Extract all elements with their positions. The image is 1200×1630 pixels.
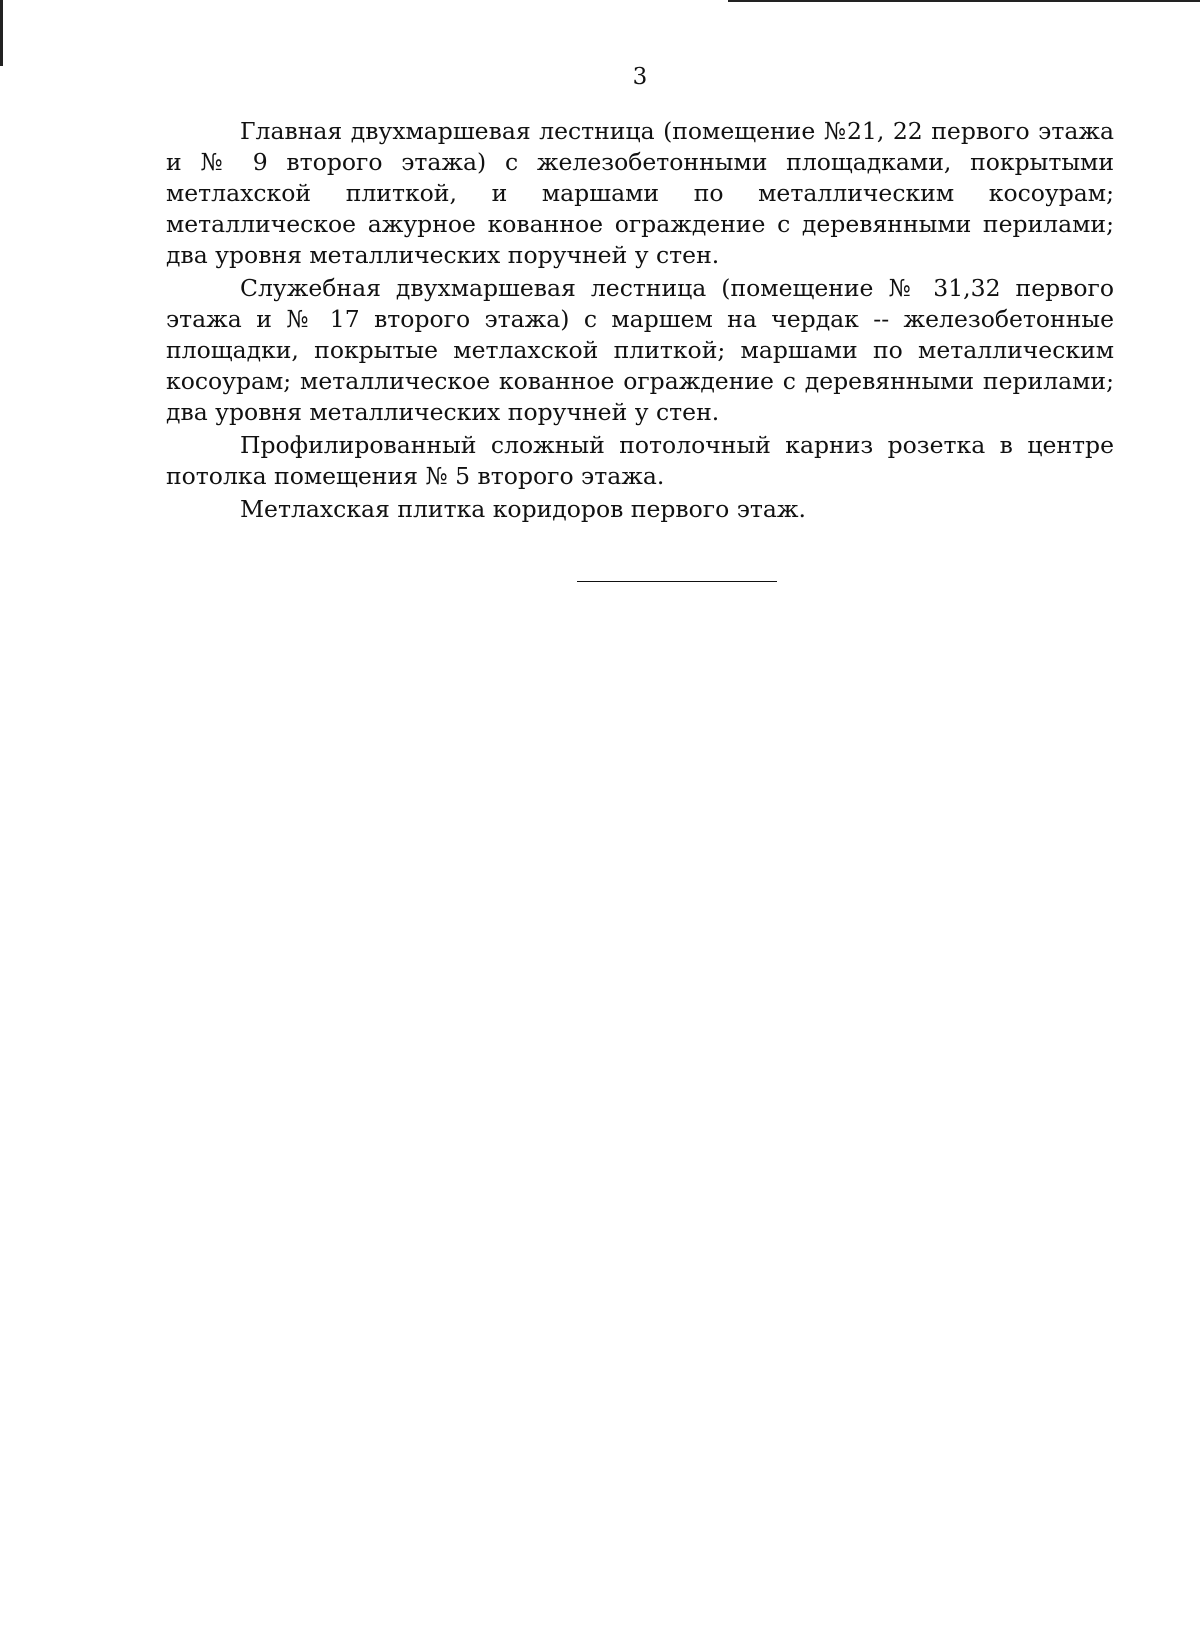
scan-edge-top <box>728 0 1200 2</box>
document-body <box>166 116 1114 527</box>
paragraph-ceiling-cornice: Профилированный сложный потолочный карниз розетка в центре потолка помещения № 5 второго этажа. <box>166 431 1114 490</box>
end-separator-line <box>577 581 777 582</box>
paragraph-service-staircase: Служебная двухмаршевая лестница (помещение № 31,32 первого этажа и № 17 второго этажа) с маршем на чердак -- железобетонные площадки, покрытые метлахской плиткой; маршами по металлическим косоурам; металлическое кованное ограждение с деревянными перилами; два уровня металлических поручней у стен. <box>166 274 1114 426</box>
paragraph-main-staircase: Главная двухмаршевая лестница (помещение №21, 22 первого этажа и № 9 второго этажа) с железобетонными площадками, покрытыми метлахской плиткой, и маршами по металлическим косоурам; металлическое ажурное кованное ограждение с деревянными перилами; два уровня металлических поручней у стен. <box>166 117 1114 269</box>
scan-edge-left <box>0 0 3 66</box>
paragraph-corridor-tiles: Метлахская плитка коридоров первого этаж. <box>240 495 806 523</box>
page-number: 3 <box>632 64 648 90</box>
